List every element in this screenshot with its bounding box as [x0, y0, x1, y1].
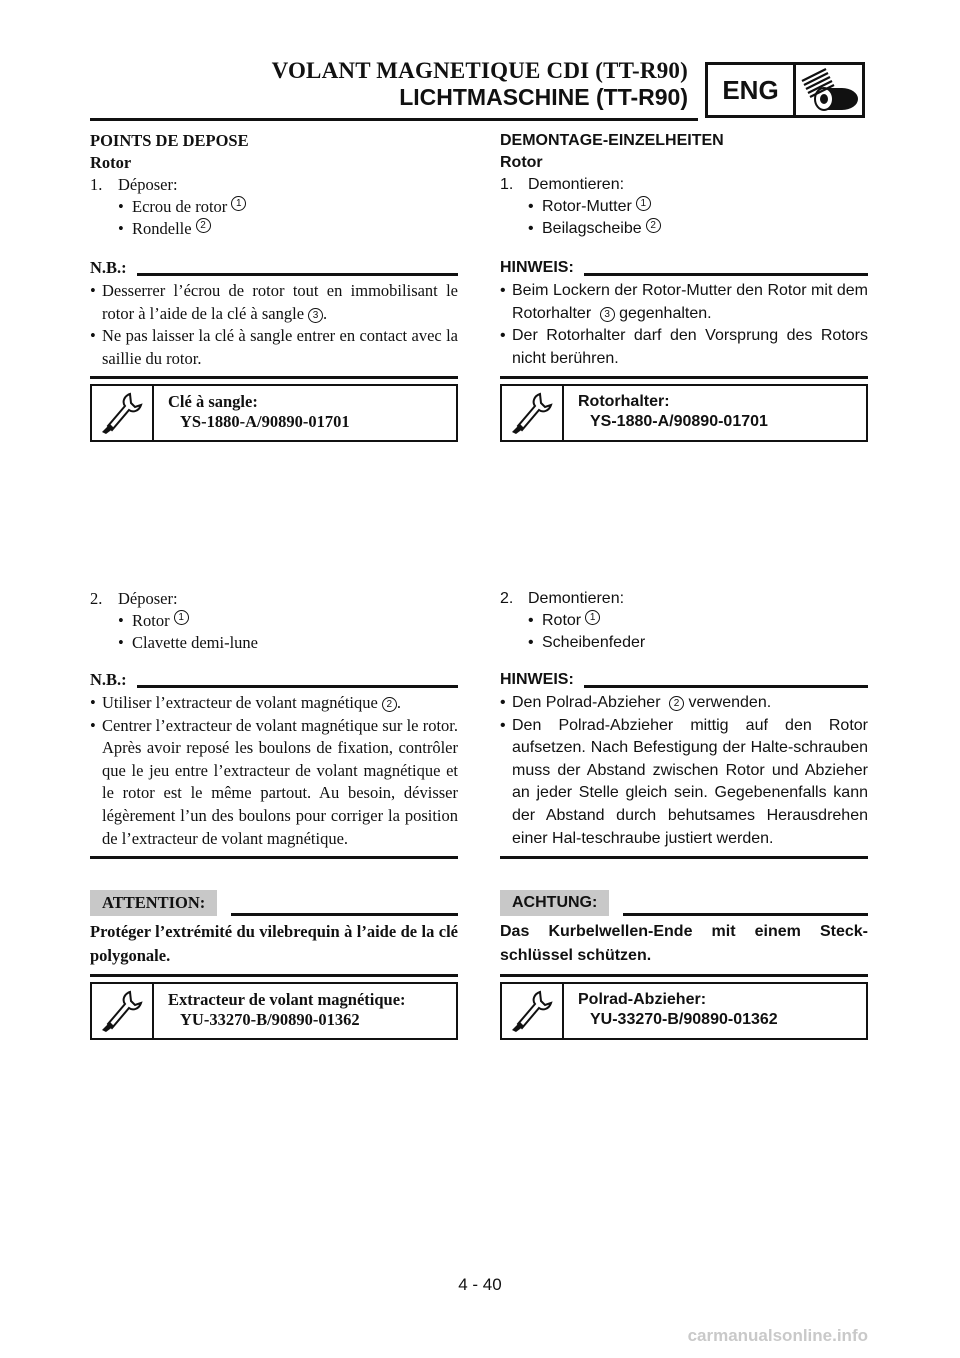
caution-label: ATTENTION: [90, 890, 217, 916]
header-title-fr: VOLANT MAGNETIQUE CDI (TT-R90) [271, 58, 688, 83]
list-item: • Beilagscheibe 2 [500, 218, 868, 240]
special-tool-icon [502, 984, 564, 1038]
ref-number: 2 [669, 696, 684, 711]
step1-de: 1. Demontieren: [500, 176, 625, 193]
header-title-de: LICHTMASCHINE (TT-R90) [399, 84, 688, 110]
note1-de: HINWEIS: • Beim Lockern der Rotor-Mutter den Rotor mit dem Rotorhalter 3 gegenhalten. • Der Rotorhalter darf den Vorsprung des Rotors nicht berühren. [500, 254, 868, 379]
step-number: 1. [90, 175, 103, 194]
tool-part-number: YS-1880-A/90890-01701 [180, 412, 350, 431]
ref-number: 1 [231, 196, 246, 211]
page-number: 4 - 40 [458, 1275, 502, 1294]
caution-text: Das Kurbelwellen-Ende mit einem Steck-schlüssel schützen. [500, 923, 868, 964]
note-bullet: • Utiliser l’extracteur de volant magnétique 2 . [90, 693, 401, 712]
tool-box-de-2 [500, 982, 868, 1040]
step2-fr: 2. Déposer: [90, 589, 178, 608]
ref-number: 2 [646, 218, 661, 233]
header-rule [90, 118, 698, 121]
tool-name: Extracteur de volant magnétique: [168, 990, 406, 1009]
note1-fr [90, 254, 458, 379]
note2-de: HINWEIS: • Den Polrad-Abzieher 2 verwenden. • Den Polrad-Abzieher mittig auf den Rotor aufsetzen. Nach Befestigung der Halte-schrauben muss der Abstand zwischen Rotor und Abzieher an jeder Stelle gleich sein. Gegebenenfalls kann der Abstand durch behutsames Herausdrehen einer Hal-teschraube justiert werden. [500, 666, 868, 859]
note-bullet: • Den Polrad-Abzieher mittig auf den Rotor aufsetzen. Nach Befestigung der Halte-schrauben muss der Abstand zwischen Rotor und Abzieher an jeder Stelle gleich sein. Gegebenenfalls kann der Abstand durch behutsames Herausdrehen einer Hal-teschraube justiert werden. [500, 716, 868, 847]
ref-number: 1 [585, 610, 600, 625]
list-item: • Rondelle 2 [90, 218, 458, 240]
tool-name: Polrad-Abzieher: [578, 991, 707, 1008]
step1-fr [90, 174, 458, 196]
section-title-fr: POINTS DE DEPOSE [90, 131, 249, 150]
note-bullet: • Der Rotorhalter darf den Vorsprung des Rotors nicht berühren. [500, 327, 868, 367]
list-item: • Scheibenfeder [528, 634, 646, 651]
step-label: Déposer: [118, 175, 178, 194]
step2-de: 2. Demontieren: [500, 590, 625, 607]
list-item: • Rotor-Mutter 1 [500, 196, 868, 218]
note-label: N.B.: [90, 258, 127, 277]
tool-name: Clé à sangle: [168, 392, 258, 411]
list-item: • Ecrou de rotor 1 [90, 196, 458, 218]
engine-icon [796, 65, 862, 115]
note-bullet: • Ne pas laisser la clé à sangle entrer en contact avec la saillie du rotor. [90, 326, 458, 368]
caution-fr [90, 888, 458, 977]
section-title-de: DEMONTAGE-EINZELHEITEN [500, 132, 724, 149]
subsection-title-de: Rotor [500, 154, 543, 171]
note-bullet: • Den Polrad-Abzieher 2 verwenden. [500, 694, 772, 711]
note-bullet: • Desserrer l’écrou de rotor tout en immobilisant le rotor à l’aide de la clé à sangle 3 . [90, 281, 458, 323]
ref-number: 2 [382, 697, 397, 712]
caution-text: Protéger l’extrémité du vilebrequin à l’aide de la clé polygonale. [90, 922, 458, 965]
special-tool-icon [92, 386, 154, 440]
note-bullet: • Centrer l’extracteur de volant magnétique sur le rotor. Après avoir reposé les boulons de fixation, contrôler que le jeu entre l’extracteur de volant magnétique et le rotor est le même partout. Au besoin, dévisser légèrement l’un des boulons pour corriger la position de l’extracteur de volant magnétique. [90, 715, 458, 848]
tool-part-number: YS-1880-A/90890-01701 [590, 413, 768, 430]
tool-part-number: YU-33270-B/90890-01362 [590, 1011, 778, 1028]
ref-number: 3 [308, 308, 323, 323]
tool-box-fr-2 [90, 982, 458, 1040]
ref-number: 2 [196, 218, 211, 233]
list-item: • Rotor 1 [90, 610, 458, 632]
note2-fr: N.B.: • Utiliser l’extracteur de volant magnétique 2 . • Centrer l’extracteur de volant magnétique sur le rotor. Après avoir reposé les boulons de fixation, contrôler que le jeu entre l’extracteur de volant magnétique et le rotor est le même partout. Au besoin, dévisser légèrement l’un des boulons pour corriger la position de l’extracteur de volant magnétique. [90, 666, 458, 859]
special-tool-icon [502, 386, 564, 440]
section-badge [705, 62, 865, 118]
special-tool-icon [92, 984, 154, 1038]
tool-box-de-1 [500, 384, 868, 442]
watermark: carmanualsonline.info [687, 1326, 868, 1345]
note-bullet: • Beim Lockern der Rotor-Mutter den Rotor mit dem Rotorhalter 3 gegenhalten. [500, 282, 868, 322]
tool-box-fr-1 [90, 384, 458, 442]
list-item: • Rotor 1 [500, 610, 868, 632]
caution-de: ACHTUNG: Das Kurbelwellen-Ende mit einem Steck-schlüssel schützen. [500, 888, 868, 977]
ref-number: 3 [600, 307, 615, 322]
tool-part-number: YU-33270-B/90890-01362 [180, 1010, 360, 1029]
ref-number: 1 [636, 196, 651, 211]
badge-label: ENG [708, 65, 796, 115]
ref-number: 1 [174, 610, 189, 625]
tool-name: Rotorhalter: [578, 393, 670, 410]
list-item: • Clavette demi-lune [118, 633, 258, 652]
subsection-title-fr: Rotor [90, 153, 132, 172]
